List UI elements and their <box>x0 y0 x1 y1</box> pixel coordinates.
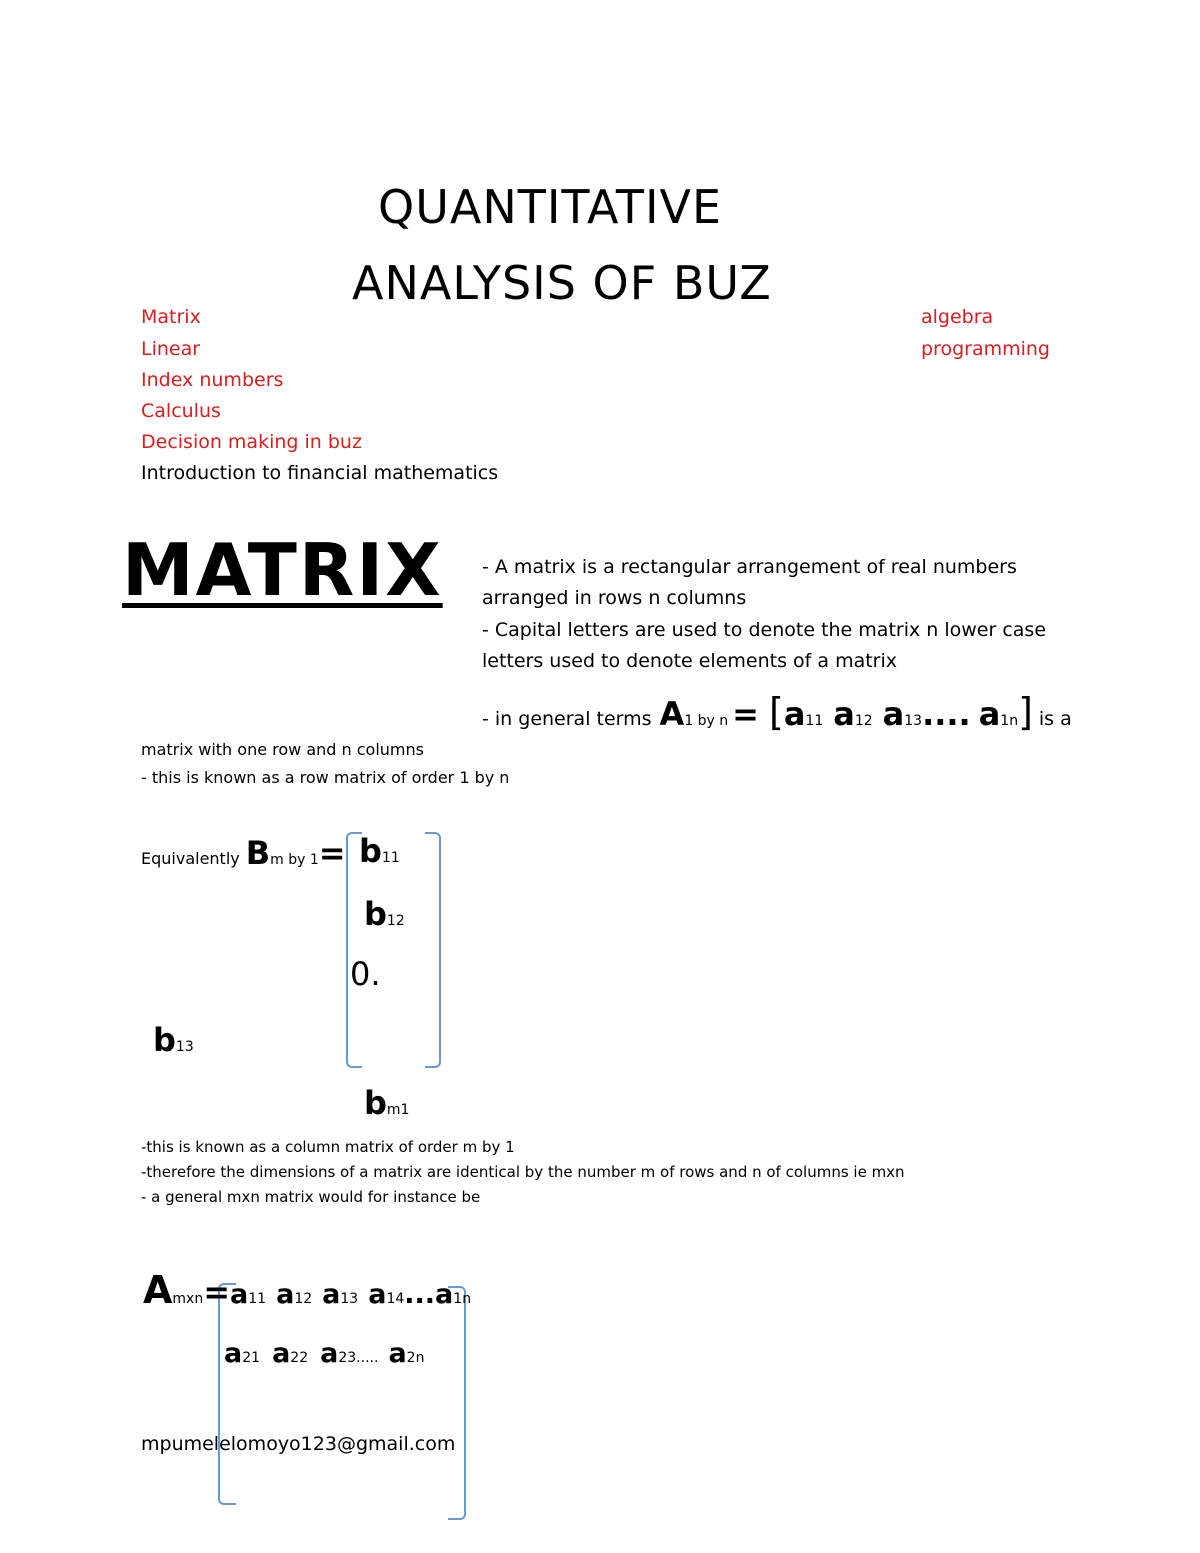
row-matrix-expression <box>482 690 1072 734</box>
elem-a11: a <box>783 695 806 733</box>
general-equals-sign: = <box>203 1273 231 1311</box>
gen-elem-a22: a <box>272 1338 291 1369</box>
equals-sign: = <box>732 695 759 733</box>
topic-linear: Linear <box>141 338 201 360</box>
general-matrix-row-2: a 21 a 22 a 23..... a 2n <box>224 1338 425 1369</box>
elem-a13: a <box>882 695 905 733</box>
matrix-b-subscript: m by 1 <box>270 852 319 868</box>
row-matrix-line-3: - this is known as a row matrix of order 1 by n <box>141 768 510 787</box>
col-elem-b13: b13 <box>153 1021 194 1059</box>
ellipsis: .... <box>922 695 971 733</box>
gen-elem-a12: a <box>276 1279 295 1310</box>
elem-a12-sub: 12 <box>854 713 873 729</box>
open-bracket: [ <box>768 690 784 734</box>
topic-algebra: algebra <box>921 306 994 328</box>
section-heading-matrix: MATRIX <box>122 528 443 612</box>
elem-a11-sub: 11 <box>805 713 824 729</box>
gen-elem-a14: a <box>368 1279 387 1310</box>
column-note-2: -therefore the dimensions of a matrix are identical by the number m of rows and n of columns ie mxn <box>141 1163 905 1181</box>
gen-elem-a21: a <box>224 1338 243 1369</box>
gen-elem-a13: a <box>322 1279 341 1310</box>
general-symbol-a: A <box>143 1268 173 1312</box>
gen-elem-a1n: ...a <box>404 1279 454 1310</box>
def-line-1: - A matrix is a rectangular arrangement of real numbers <box>482 556 1017 578</box>
column-note-3: - a general mxn matrix would for instance be <box>141 1188 481 1206</box>
matrix-symbol-b: B <box>245 834 271 872</box>
general-bracket-left <box>218 1283 236 1505</box>
elem-a12: a <box>833 695 855 733</box>
def-line-2: arranged in rows n columns <box>482 587 747 609</box>
col-elem-bm1: bm1 <box>364 1084 410 1122</box>
equivalently-text: Equivalently <box>141 849 240 868</box>
gen-elem-a11: a <box>230 1279 249 1310</box>
elem-a1n: a <box>978 695 1001 733</box>
column-bracket-right <box>425 832 441 1068</box>
general-prefix: - in general terms <box>482 708 652 730</box>
topic-financial-math: Introduction to financial mathematics <box>141 462 499 484</box>
page-title-line1: QUANTITATIVE <box>378 180 723 234</box>
column-matrix-label <box>141 834 346 872</box>
general-suffix: is a <box>1038 708 1072 730</box>
elem-a1n-sub: 1n <box>1000 713 1019 729</box>
row-matrix-line-2: matrix with one row and n columns <box>141 740 424 759</box>
close-bracket: ] <box>1018 690 1033 734</box>
elem-a13-sub: 13 <box>904 713 923 729</box>
def-line-3: - Capital letters are used to denote the matrix n lower case <box>482 619 1047 641</box>
general-matrix-row-1: A mxn = a 11 a 12 a 13 a 14 ...a 1n <box>143 1268 472 1312</box>
topic-decision-making: Decision making in buz <box>141 431 362 453</box>
topic-calculus: Calculus <box>141 400 221 422</box>
gen-elem-a23: a <box>320 1338 339 1369</box>
page-title-line2: ANALYSIS OF BUZ <box>352 256 772 310</box>
column-equals-sign: = <box>318 834 346 872</box>
col-elem-b11: b11 <box>359 832 400 870</box>
author-email: mpumelelomoyo123@gmail.com <box>141 1433 456 1455</box>
matrix-a-subscript: 1 by n <box>684 713 729 729</box>
topic-index-numbers: Index numbers <box>141 369 284 391</box>
gen-elem-a2n: a <box>388 1338 407 1369</box>
general-a-subscript: mxn <box>172 1291 204 1307</box>
topic-programming: programming <box>921 338 1050 360</box>
col-elem-zero: 0. <box>350 955 381 993</box>
def-line-4: letters used to denote elements of a matrix <box>482 650 898 672</box>
topic-matrix: Matrix <box>141 306 201 328</box>
column-note-1: -this is known as a column matrix of order m by 1 <box>141 1138 515 1156</box>
col-elem-b12: b12 <box>364 895 405 933</box>
general-bracket-right <box>448 1286 466 1520</box>
matrix-symbol-a: A <box>659 695 685 733</box>
